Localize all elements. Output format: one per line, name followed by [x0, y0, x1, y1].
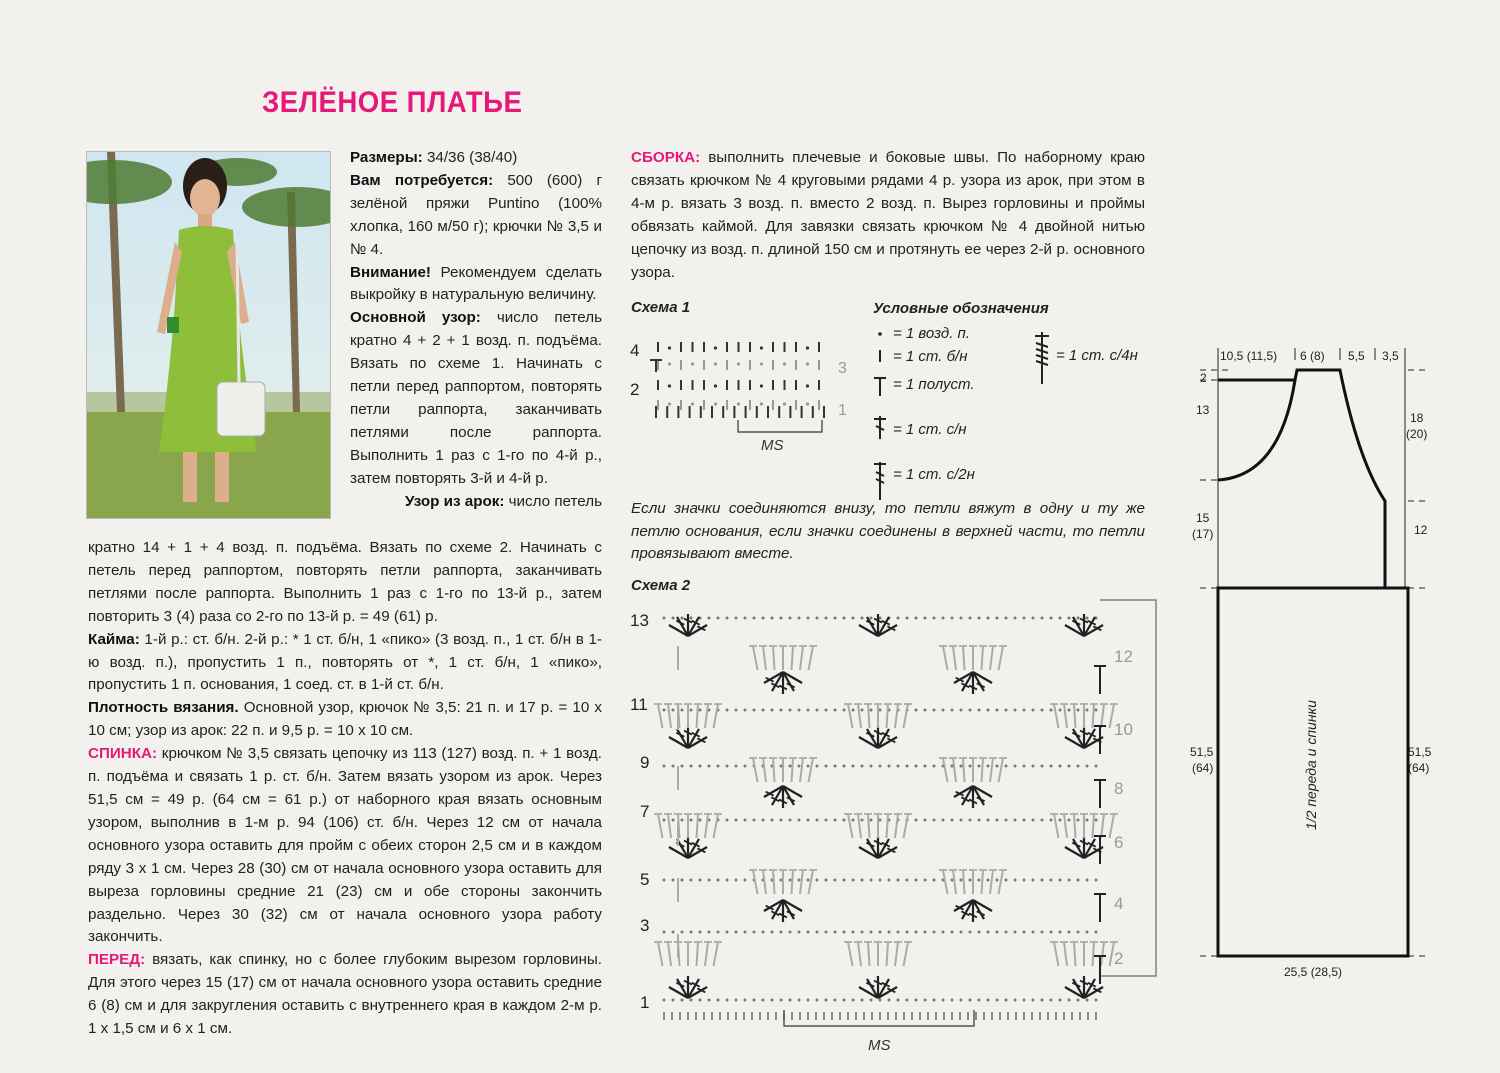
schema2-repeat: MS	[868, 1037, 891, 1054]
attention-paragraph: Внимание! Рекомендуем сделать выкройку в натуральную величину.	[350, 263, 602, 304]
pattern-dim-17: (17)	[1192, 527, 1214, 541]
pattern-dim-side: 3,5	[1382, 349, 1399, 363]
schema1-diagram	[626, 330, 856, 460]
instructions-column	[88, 537, 602, 1041]
arch-pattern-paragraph: кратно 14 + 1 + 4 возд. п. подъёма. Вязать по схеме 2. Начинать с петель перед раппортом, повторять петли раппорта, заканчивать петлями после раппорта. Выполнить 1 раз с 1-го по 13-й р., затем повторить 3 (4) раза со 2-го по 13-й р. = 49 (61) р.	[88, 539, 602, 625]
border-paragraph: Кайма: 1-й р.: ст. б/н. 2-й р.: * 1 ст. б/н, 1 «пико» (3 возд. п., 1 ст. б/н в 1-ю возд. п.), пропустить 1 п., повторять от *, 1 ст. б/н, 1 «пико», пропустить 1 п. основания, 1 соед. ст. в 1-й ст. б/н.	[88, 630, 602, 694]
page-title: ЗЕЛЁНОЕ ПЛАТЬЕ	[262, 86, 523, 119]
pattern-dim-20: (20)	[1406, 427, 1428, 441]
legend-dc: = 1 ст. с/н	[893, 421, 967, 438]
pattern-dim-13: 13	[1196, 403, 1210, 417]
schema2-row-12: 12	[1114, 647, 1133, 666]
pattern-dim-left-515: 51,5	[1190, 745, 1214, 759]
front-paragraph: ПЕРЕД: вязать, как спинку, но с более глубоким вырезом горловины. Для этого через 15 (17) см от начала основного узора оставить средние 6 (8) см и для закругления оставить с внутреннего края в каждом 2-м р. 1 х 1,5 см и 6 х 1 см.	[88, 951, 602, 1038]
pattern-dim-12: 12	[1414, 523, 1428, 537]
main-pattern-paragraph: Основной узор: число петель кратно 4 + 2 + 1 возд. п. подъёма. Вязать по схеме 1. Начинать с петли перед раппортом, повторять петли раппорта, заканчивать петлями после раппорта. Выполнить 1 раз с 1-го по 4-й р., затем повторять 3-й и 4-й р.	[350, 309, 602, 487]
legend-hdc: = 1 полуст.	[893, 376, 975, 393]
schema1-row-4: 4	[630, 341, 640, 360]
legend-sc: = 1 ст. б/н	[893, 348, 968, 365]
schema1-repeat: MS	[761, 437, 784, 454]
schema2-row-5: 5	[640, 870, 650, 889]
pattern-center-label: 1/2 переда и спинки	[1303, 700, 1319, 830]
legend-title: Условные обозначения	[873, 300, 1049, 317]
assembly-column	[631, 147, 1145, 284]
schema2-row-10: 10	[1114, 720, 1133, 739]
schema2-row-13: 13	[630, 611, 649, 630]
schema1-title: Схема 1	[631, 299, 691, 316]
schema2-row-6: 6	[1114, 833, 1124, 852]
pattern-dim-18: 18	[1410, 411, 1424, 425]
intro-column	[350, 147, 602, 514]
schema2-row-7: 7	[640, 802, 650, 821]
pattern-dim-right-515: 51,5	[1408, 745, 1432, 759]
schema2-row-9: 9	[640, 753, 650, 772]
gauge-paragraph: Плотность вязания. Основной узор, крючок № 3,5: 21 п. и 17 р. = 10 х 10 см; узор из арок: 22 п. и 9,5 р. = 10 х 10 см.	[88, 699, 602, 740]
schema2-title: Схема 2	[631, 577, 691, 594]
symbols-note: Если значки соединяются внизу, то петли вяжут в одну и ту же петлю основания, если значки соединены в верхней части, то петли провязывают вместе.	[631, 500, 1145, 562]
legend-symbol-4tr	[1030, 330, 1054, 386]
schema2-diagram	[626, 598, 1161, 1058]
assembly-paragraph: СБОРКА: выполнить плечевые и боковые швы. По наборному краю связать крючком № 4 круговыми рядами 4 р. узора из арок, при этом в 4-м р. вязать 3 возд. п. вместо 2 возд. п. Вырез горловины и проймы обвязать каймой. Для завязки связать крючком № 4 двойной нитью цепочку из возд. п. длиной 150 см и протянуть ее через 2-й р. основного узора.	[631, 149, 1145, 281]
schema1-row-1: 1	[838, 402, 847, 419]
schema2-row-3: 3	[640, 916, 650, 935]
pattern-dim-bottom: 25,5 (28,5)	[1284, 965, 1343, 979]
pattern-dim-neck: 6 (8)	[1300, 349, 1325, 363]
legend-4tr: = 1 ст. с/4н	[1056, 347, 1138, 364]
schema2-row-1: 1	[640, 993, 650, 1012]
dress-photo	[86, 151, 331, 519]
pattern-diagram	[1180, 330, 1440, 990]
pattern-dim-15: 15	[1196, 511, 1210, 525]
materials-paragraph: Вам потребуется: 500 (600) г зелёной пряжи Puntino (100% хлопка, 160 м/50 г); крючки № 3,5 и № 4.	[350, 171, 602, 258]
schema1-row-2: 2	[630, 380, 640, 399]
schema2-row-8: 8	[1114, 779, 1124, 798]
pattern-dim-left-64: (64)	[1192, 761, 1214, 775]
sizes-paragraph: Размеры: 34/36 (38/40)	[350, 149, 518, 166]
pattern-dim-neck-top: 2	[1200, 371, 1207, 385]
schema1-row-3: 3	[838, 360, 847, 377]
schema2-row-2: 2	[1114, 949, 1124, 968]
schema2-row-4: 4	[1114, 894, 1124, 913]
arch-pattern-heading: Узор из арок: число петель	[405, 492, 602, 510]
legend-chain: = 1 возд. п.	[893, 325, 970, 342]
pattern-dim-armhole: 5,5	[1348, 349, 1365, 363]
pattern-dim-right-64: (64)	[1408, 761, 1430, 775]
back-paragraph: СПИНКА: крючком № 3,5 связать цепочку из 113 (127) возд. п. + 1 возд. п. подъёма и связать 1 р. ст. б/н. Затем вязать узором из арок. Через 51,5 см = 49 р. (64 см = 61 р.) от наборного края вязать основным узором, выполнив в 1-м р. 94 (106) ст. б/н. Через 12 см от начала основного узора оставить для пройм с обеих сторон 2,5 см и в каждом ряду 3 х 1 см. Через 28 (30) см от начала основного узора оставить для выреза горловины средние 21 (23) см и обе стороны закончить раздельно. Через 30 (32) см от начала основного узора работу закончить.	[88, 745, 602, 946]
pattern-dim-shoulder: 10,5 (11,5)	[1220, 349, 1278, 363]
legend-tr: = 1 ст. с/2н	[893, 466, 975, 483]
schema2-row-11: 11	[630, 695, 648, 714]
